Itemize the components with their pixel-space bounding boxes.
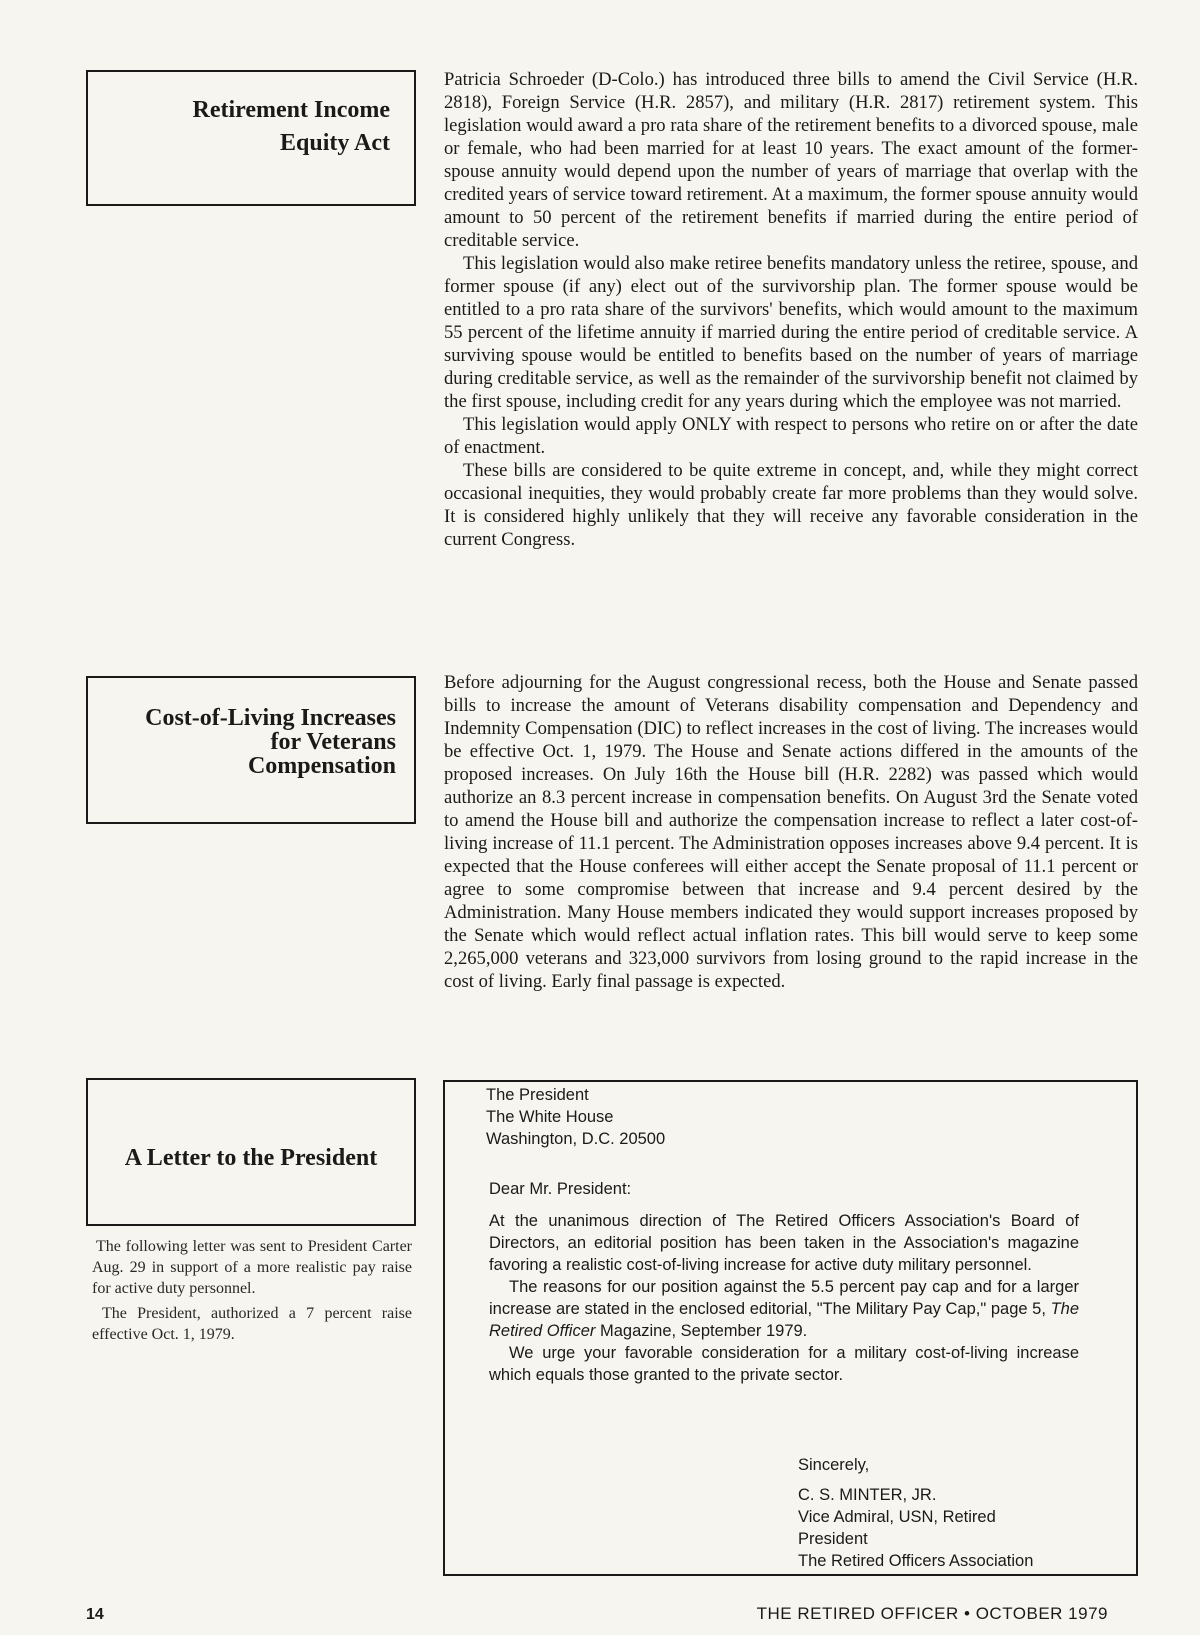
- letter-text: The reasons for our position against the 5.5 percent pay cap and for a larger increase are stated in the enclosed editorial, "The Military Pay Cap," page 5,: [489, 1278, 1079, 1318]
- caption-paragraph: The President, authorized a 7 percent raise effective Oct. 1, 1979.: [92, 1305, 412, 1343]
- signer-name: C. S. MINTER, JR.: [798, 1486, 937, 1504]
- letter-address: [486, 1084, 665, 1150]
- letter-paragraph: At the unanimous direction of The Retired Officers Association's Board of Directors, an editorial position has been taken in the Association's magazine favoring a realistic cost-of-living increase for active duty military personnel.: [489, 1212, 1079, 1274]
- closing: Sincerely,: [798, 1456, 870, 1474]
- paragraph: Patricia Schroeder (D-Colo.) has introduced three bills to amend the Civil Service (H.R. 2818), Foreign Service (H.R. 2857), and military (H.R. 2817) retirement system. This legislation would award a pro rata share of the retirement benefits to a divorced spouse, male or female, who had been married for at least 10 years. The exact amount of the former-spouse annuity would depend upon the number of years of marriage that overlap with the credited years of service toward retirement. At a maximum, the former spouse annuity would amount to 50 percent of the retirement benefits if married during the entire period of creditable service.: [444, 69, 1138, 251]
- signer-rank: Vice Admiral, USN, Retired: [798, 1508, 996, 1526]
- heading-box-letter: [86, 1078, 416, 1226]
- footer-magazine: THE RETIRED OFFICER • OCTOBER 1979: [756, 1604, 1108, 1623]
- address-line: Washington, D.C. 20500: [486, 1130, 666, 1148]
- heading-line: Equity Act: [279, 130, 390, 156]
- letter-text: Magazine, September 1979.: [599, 1322, 808, 1340]
- heading-line: Cost-of-Living Increases: [145, 705, 396, 731]
- letter-paragraph: We urge your favorable consideration for a military cost-of-living increase which equals those granted to the private sector.: [489, 1344, 1079, 1384]
- heading-line: for Veterans: [270, 729, 396, 755]
- paragraph: These bills are considered to be quite extreme in concept, and, while they might correct occasional inequities, they would probably create far more problems than they would solve. It is considered highly unlikely that they will receive any favorable consideration in the current Congress.: [444, 460, 1138, 550]
- letter-paragraph: [489, 1276, 1079, 1342]
- article-cost-of-living: [444, 671, 1138, 993]
- article-retirement-income: [444, 68, 1138, 551]
- heading-line: A Letter to the President: [124, 1145, 378, 1171]
- paragraph: This legislation would also make retiree benefits mandatory unless the retiree, spouse, and former spouse (if any) elect out of the survivorship plan. The former spouse would be entitled to a pro rata share of the survivors' benefits, which would amount to the maximum 55 percent of the lifetime annuity if married during the entire period of creditable service. A surviving spouse would be entitled to benefits based on the number of years of marriage during creditable service, as well as the remainder of the survivorship benefit not claimed by the first spouse, including credit for any years during which the employee was not married.: [444, 253, 1138, 412]
- heading-box-retirement-income: [86, 70, 416, 206]
- address-line: The President: [486, 1086, 589, 1104]
- address-line: The White House: [486, 1108, 614, 1126]
- caption-paragraph: The following letter was sent to President Carter Aug. 29 in support of a more realistic pay raise for active duty personnel.: [92, 1238, 412, 1297]
- page-number: 14: [86, 1606, 104, 1623]
- magazine-title: The Retired Officer: [489, 1300, 1079, 1340]
- signer-org: The Retired Officers Association: [798, 1552, 1034, 1570]
- heading-line: Retirement Income: [192, 97, 390, 123]
- letter-salutation: Dear Mr. President:: [489, 1180, 632, 1198]
- letter-box: [443, 1080, 1138, 1576]
- letter-caption: [92, 1236, 412, 1345]
- heading-box-cost-of-living: [86, 676, 416, 824]
- paragraph: Before adjourning for the August congressional recess, both the House and Senate passed bills to increase the amount of Veterans disability compensation and Dependency and Indemnity Compensation (DIC) to reflect increases in the cost of living. The increases would be effective Oct. 1, 1979. The House and Senate actions differed in the amounts of the proposed increases. On July 16th the House bill (H.R. 2282) was passed which would authorize an 8.3 percent increase in compensation benefits. On August 3rd the Senate voted to amend the House bill and authorize the compensation increase to reflect a later cost-of-living increase of 11.1 percent. The Administration opposes increases above 9.4 percent. It is expected that the House conferees will either accept the Senate proposal of 11.1 percent or agree to some compromise between that increase and 9.4 percent desired by the Administration. Many House members indicated they would support increases proposed by the Senate which would reflect actual inflation rates. This bill would serve to keep some 2,265,000 veterans and 323,000 survivors from losing ground to the rapid increase in the cost of living. Early final passage is expected.: [444, 672, 1138, 992]
- letter-signature: [798, 1454, 1033, 1572]
- heading-line: Compensation: [247, 753, 396, 779]
- paragraph: This legislation would apply ONLY with respect to persons who retire on or after the date of enactment.: [444, 414, 1138, 458]
- letter-body: [489, 1210, 1079, 1386]
- signer-title: President: [798, 1530, 868, 1548]
